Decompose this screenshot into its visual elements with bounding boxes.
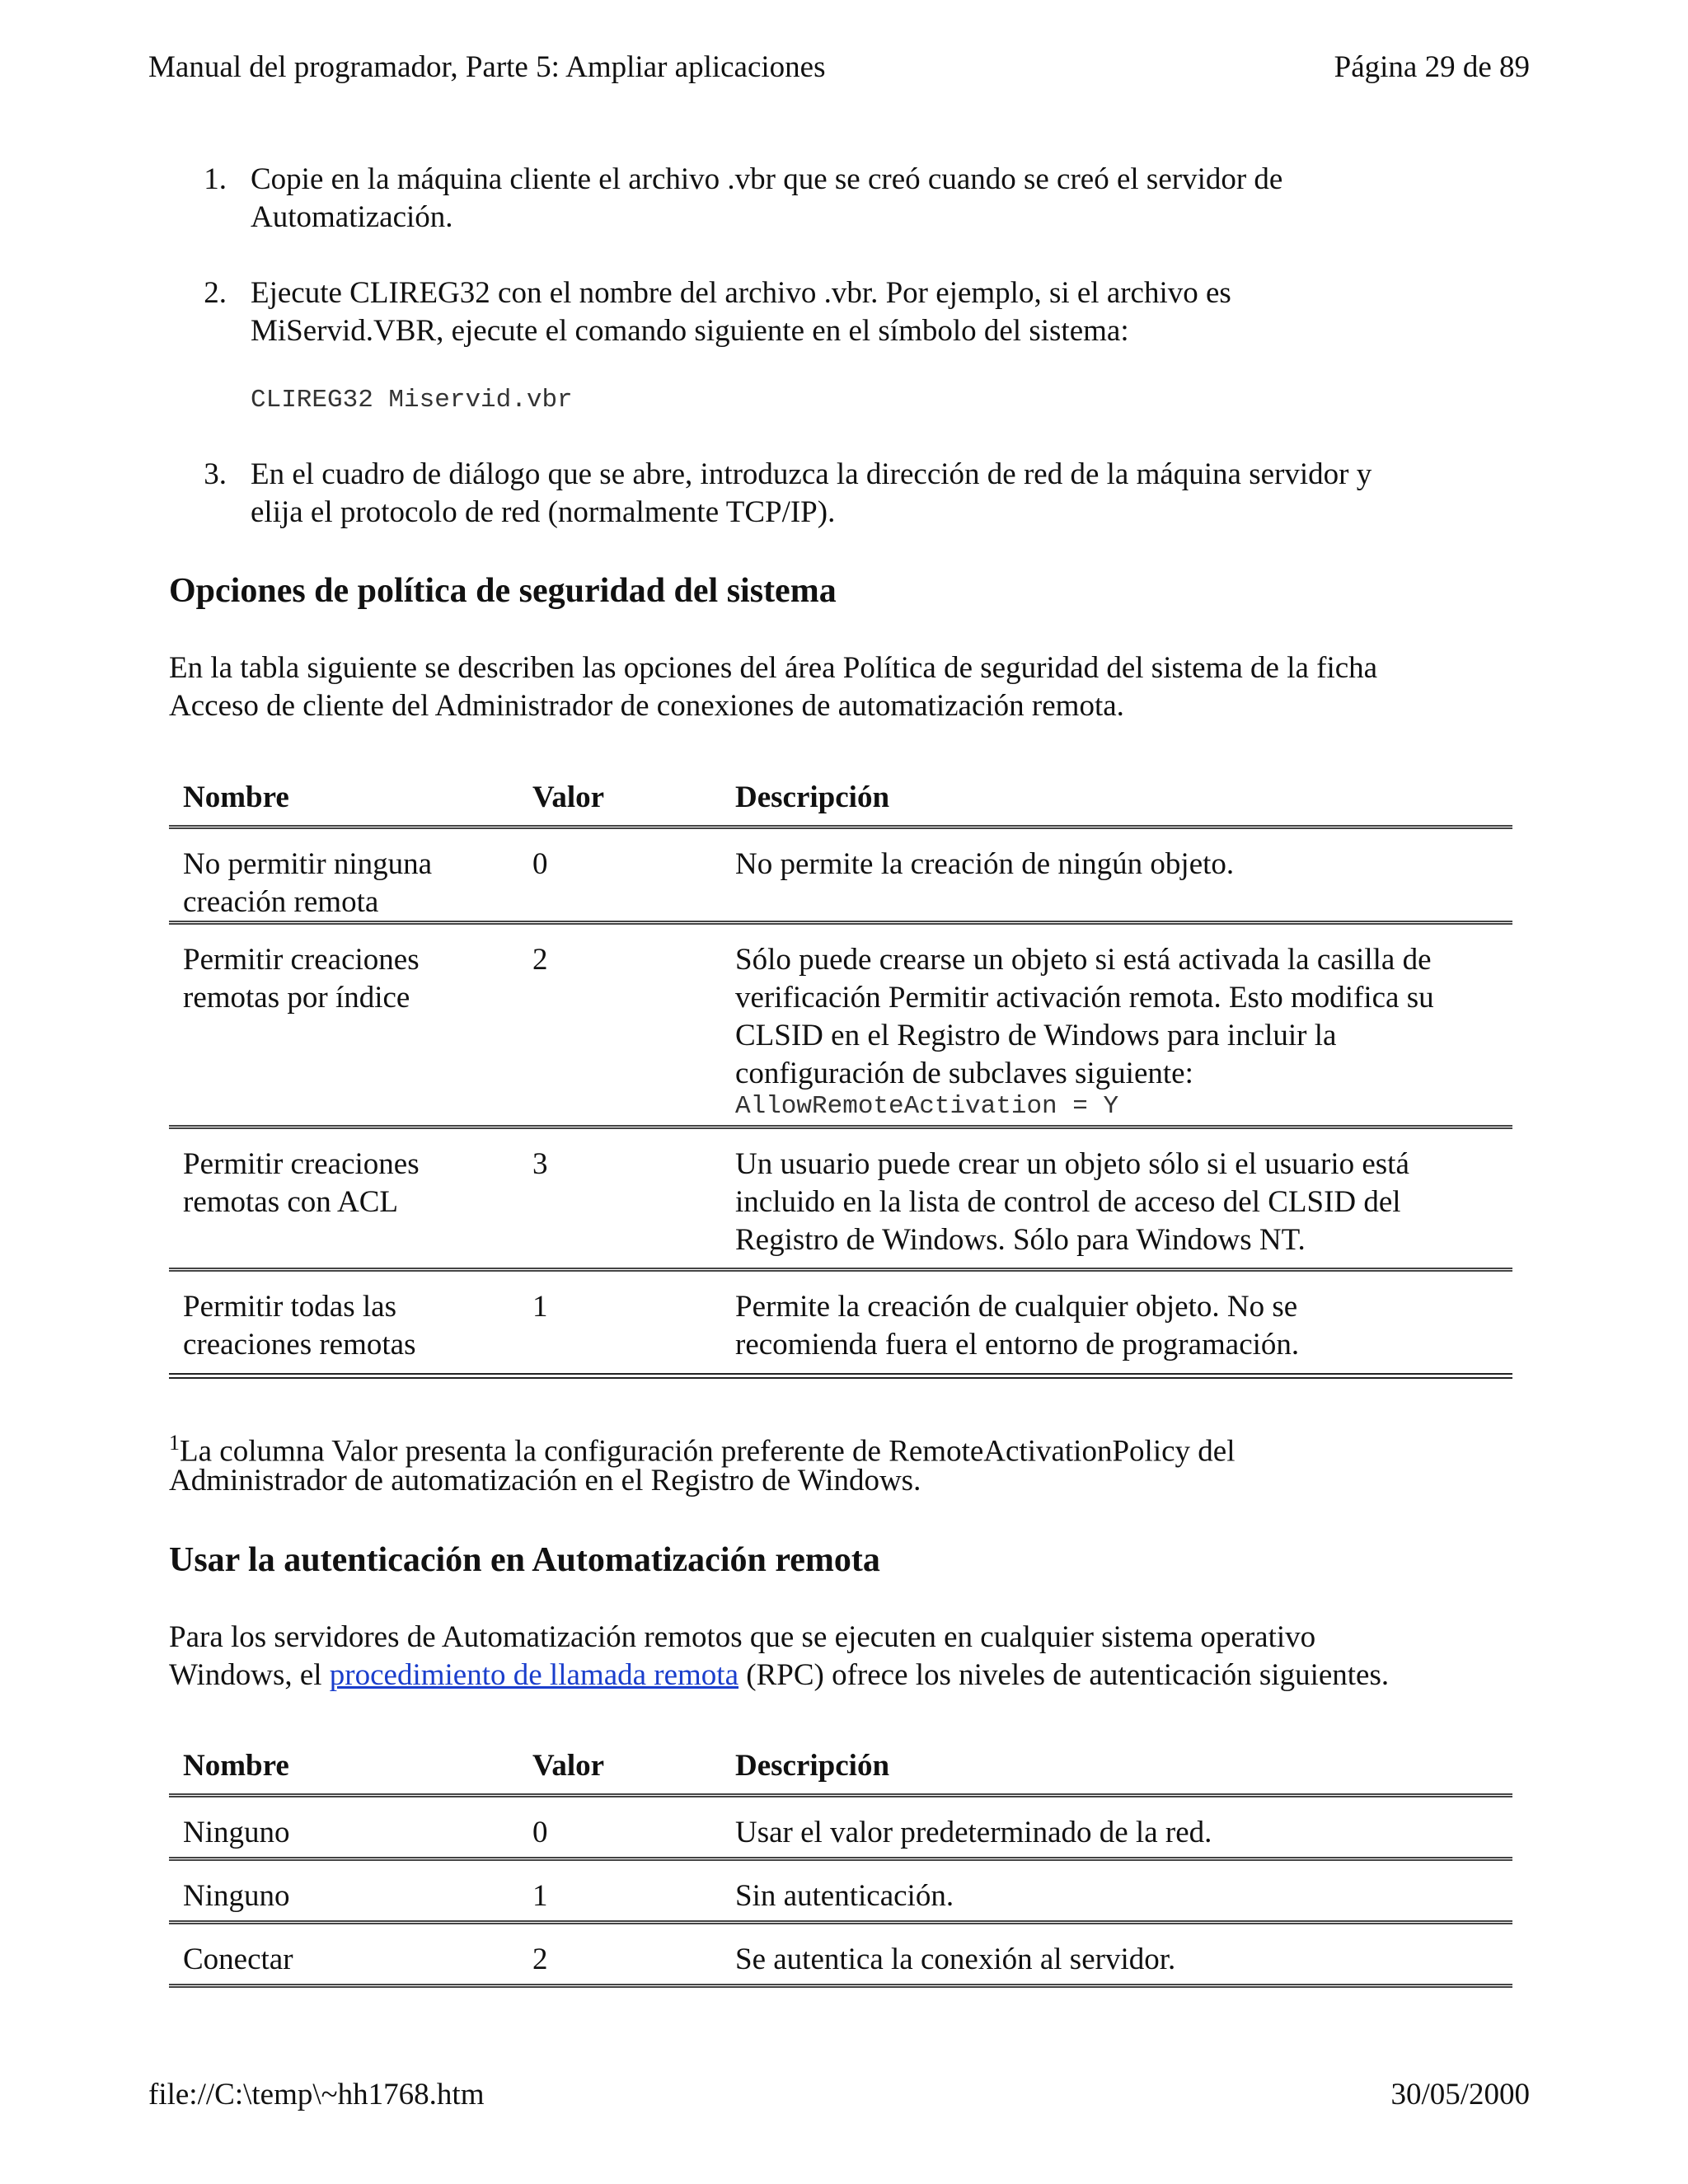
row-name: Permitir creaciones remotas por índice: [183, 943, 420, 1015]
row-value: 0: [532, 847, 548, 881]
step-number: 2.: [204, 276, 227, 310]
section-heading-authentication: Usar la autenticación en Automatización remota: [169, 1541, 880, 1579]
row-name: Ninguno: [183, 1879, 290, 1913]
row-description: Sólo puede crearse un objeto si está activada la casilla de verificación Permitir activación remota. Esto modifica su CLSID en el Registro de Windows para incluir la configuración de subclaves siguiente: AllowRemoteActivation = Y: [735, 941, 1510, 1121]
step-text-line: Ejecute CLIREG32 con el nombre del archivo .vbr. Por ejemplo, si el archivo es: [251, 276, 1231, 310]
step-text-line: MiServid.VBR, ejecute el comando siguiente en el símbolo del sistema:: [251, 314, 1129, 348]
table-row: [169, 1272, 1512, 1379]
table-row: [169, 829, 1512, 925]
table-row: [169, 925, 1512, 1129]
security-policy-table: [169, 779, 1512, 1379]
row-description: Usar el valor predeterminado de la red.: [735, 1816, 1212, 1849]
page-header-title: Manual del programador, Parte 5: Ampliar aplicaciones: [148, 50, 826, 84]
step-text-line: elija el protocolo de red (normalmente TCP/IP).: [251, 495, 836, 529]
table-row: [169, 1861, 1512, 1924]
footer-file-path: file://C:\temp\~hh1768.htm: [148, 2078, 485, 2111]
section-intro-line: Windows, el procedimiento de llamada remota (RPC) ofrece los niveles de autenticación siguientes.: [169, 1658, 1390, 1692]
row-value: 2: [532, 1943, 548, 1976]
column-header-valor: Valor: [532, 780, 605, 814]
row-name: Ninguno: [183, 1816, 290, 1849]
row-name: Permitir creaciones remotas con ACL: [183, 1147, 420, 1219]
footnote-line: Administrador de automatización en el Registro de Windows.: [169, 1464, 921, 1497]
row-description: Sin autenticación.: [735, 1879, 954, 1913]
footnote-line: La columna Valor presenta la configuración preferente de RemoteActivationPolicy del: [180, 1434, 1236, 1469]
column-header-nombre: Nombre: [183, 780, 289, 814]
rpc-link[interactable]: procedimiento de llamada remota: [329, 1658, 739, 1692]
registry-value-code: AllowRemoteActivation = Y: [735, 1092, 1119, 1121]
step-text-line: En el cuadro de diálogo que se abre, introduzca la dirección de red de la máquina servidor y: [251, 457, 1372, 491]
table-row: [169, 1129, 1512, 1272]
clipped-table-row: [169, 2004, 1512, 2017]
section-intro-line: Acceso de cliente del Administrador de conexiones de automatización remota.: [169, 689, 1124, 723]
column-header-valor: Valor: [532, 1749, 605, 1783]
table-row: [169, 1797, 1512, 1861]
section-intro-line: Para los servidores de Automatización remotos que se ejecuten en cualquier sistema operativo: [169, 1620, 1316, 1654]
row-description: Permite la creación de cualquier objeto. No se recomienda fuera el entorno de programación.: [735, 1290, 1300, 1361]
column-header-nombre: Nombre: [183, 1749, 289, 1783]
row-description: Se autentica la conexión al servidor.: [735, 1943, 1176, 1976]
section-intro-line: En la tabla siguiente se describen las opciones del área Política de seguridad del sistema de la ficha: [169, 651, 1378, 685]
row-value: 2: [532, 943, 548, 977]
row-value: 0: [532, 1816, 548, 1849]
table-header-row: [169, 779, 1512, 829]
section-heading-security-policy: Opciones de política de seguridad del sistema: [169, 572, 837, 610]
footnote-mark: 1: [169, 1431, 180, 1455]
column-header-descripcion: Descripción: [735, 780, 890, 814]
column-header-descripcion: Descripción: [735, 1749, 890, 1783]
step-text-line: Automatización.: [251, 200, 453, 234]
row-name: Conectar: [183, 1943, 293, 1976]
row-description: No permite la creación de ningún objeto.: [735, 847, 1235, 881]
row-description: Un usuario puede crear un objeto sólo si el usuario está incluido en la lista de control de acceso del CLSID del Registro de Windows. Sólo para Windows NT.: [735, 1147, 1409, 1257]
row-value: 3: [532, 1147, 548, 1181]
row-value: 1: [532, 1879, 548, 1913]
step-text-line: Copie en la máquina cliente el archivo .vbr que se creó cuando se creó el servidor de: [251, 162, 1283, 196]
row-name: Permitir todas las creaciones remotas: [183, 1290, 416, 1361]
command-example: CLIREG32 Miservid.vbr: [251, 386, 573, 415]
step-number: 3.: [204, 457, 227, 491]
row-value: 1: [532, 1290, 548, 1324]
table-header-row: [169, 1747, 1512, 1797]
footer-date: 30/05/2000: [1390, 2078, 1530, 2111]
table-row: [169, 1924, 1512, 1988]
row-name: No permitir ninguna creación remota: [183, 847, 433, 919]
authentication-table: [169, 1747, 1512, 1988]
page-number: Página 29 de 89: [1334, 50, 1530, 84]
step-number: 1.: [204, 162, 227, 196]
